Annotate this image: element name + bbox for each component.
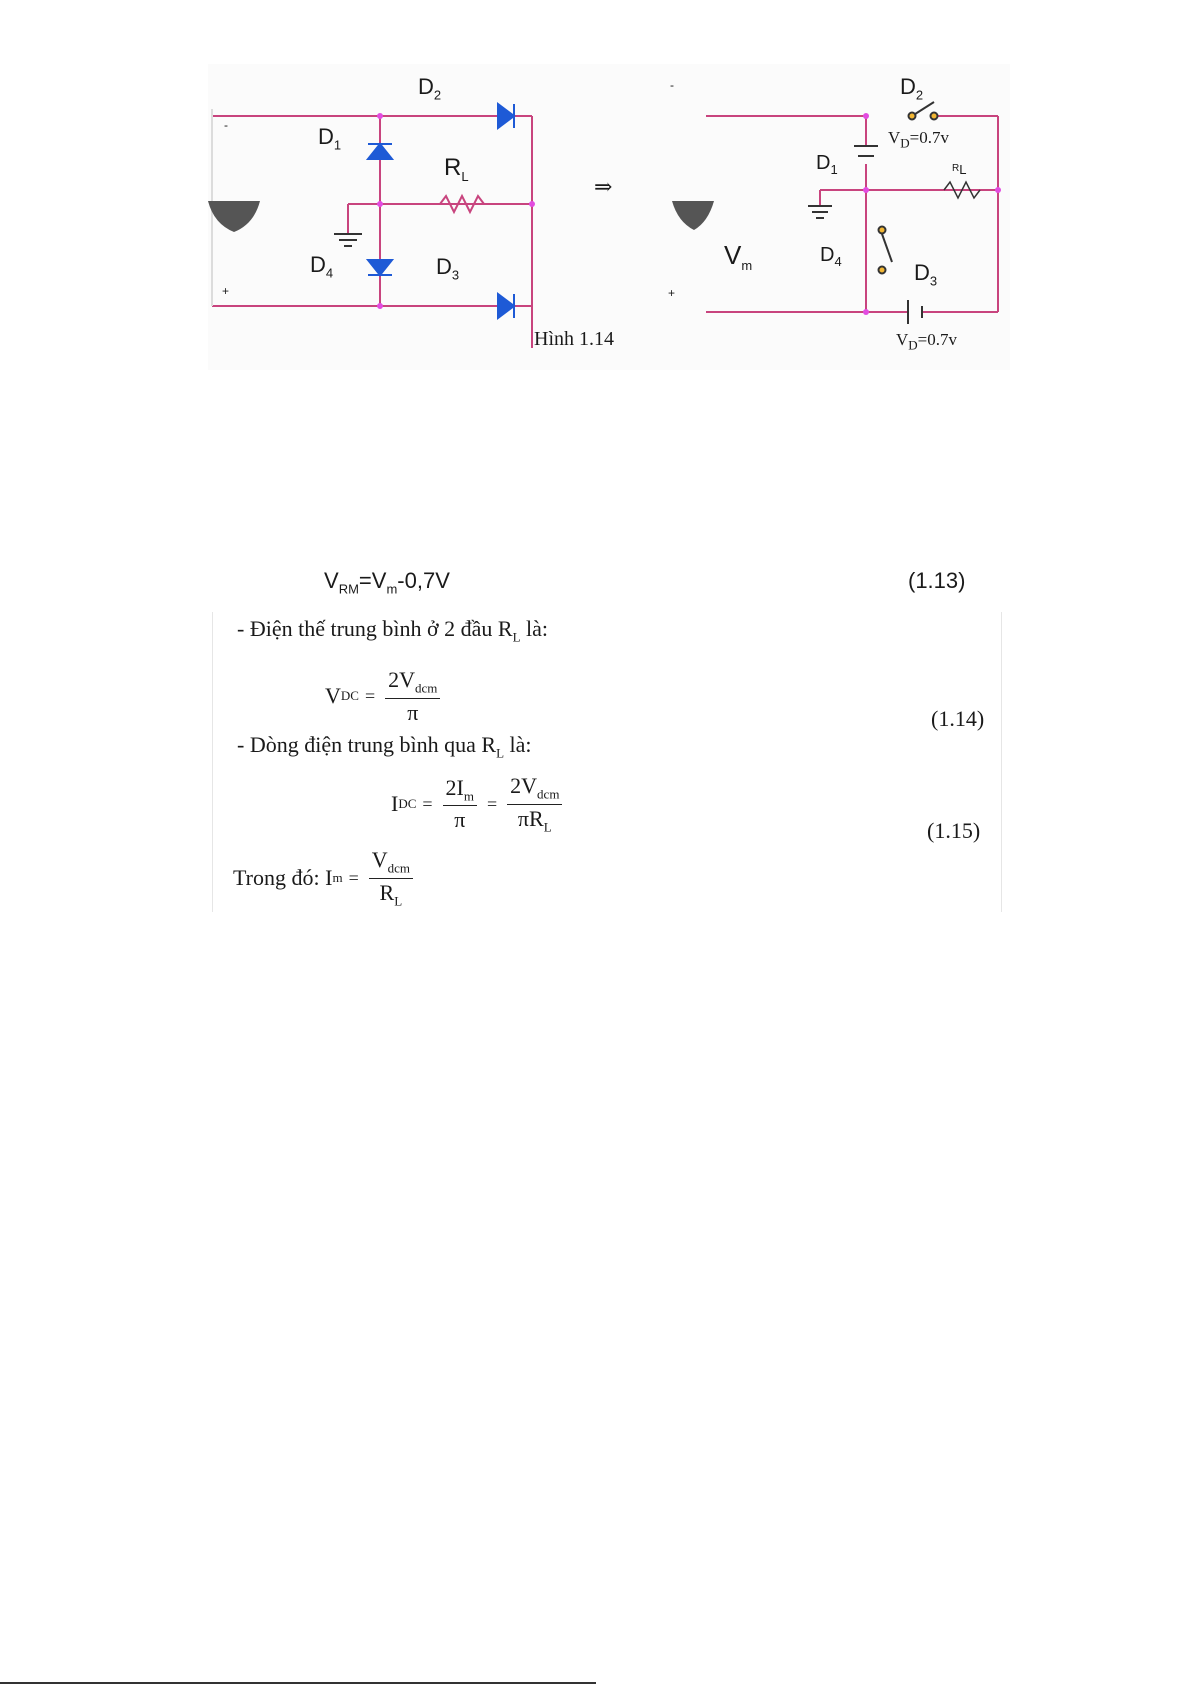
label-minus-right: - <box>670 78 674 92</box>
circuit-diagram <box>208 64 1010 370</box>
label-d1-right: $D_1$ <box>816 152 838 177</box>
equation-1-13: $V_{RM}=V_m-0,7V$ <box>324 568 450 597</box>
transform-arrow: ⇒ <box>594 174 613 199</box>
equation-number-1-14: (1.14) <box>931 706 985 731</box>
paragraph-vdc: - Điện thế trung bình ở 2 đầu $R_L$ là: <box>237 616 549 645</box>
figure-caption: Hình 1.14 <box>534 328 614 350</box>
label-d2-left: $D_2$ <box>418 74 442 103</box>
label-d2-right: $D_2$ <box>900 74 924 103</box>
equation-1-14: V DC = $\frac{2V_{dcm}}{\pi}$ <box>325 668 444 725</box>
label-rl-left: $R_L$ <box>444 154 469 184</box>
fraction-2vdcm: $\frac{2V_{dcm}}{\pi R_L}$ <box>507 774 562 834</box>
fraction-2im: $\frac{2I_m}{\pi}$ <box>443 776 477 833</box>
circuit-figure <box>208 64 1010 370</box>
label-d3-right: $D_3$ <box>914 260 938 289</box>
label-vd-bottom: $V_D=0.7v$ <box>896 330 958 353</box>
footnote-rule <box>0 1682 596 1684</box>
equation-block <box>212 612 1002 912</box>
equation-number-1-15: (1.15) <box>927 818 981 843</box>
paragraph-idc: - Dòng điện trung bình qua $R_L$ là: <box>237 732 532 761</box>
label-d3-left: $D_3$ <box>436 254 460 283</box>
label-plus-left: + <box>222 284 230 298</box>
label-vm: $V_m$ <box>724 240 753 274</box>
definition-im: Trong đó: I m = $\frac{V_{dcm}}{R_L}$ <box>233 848 417 908</box>
label-d4-right: $D_4$ <box>820 244 842 269</box>
fraction-vdc: $\frac{2V_{dcm}}{\pi}$ <box>385 668 440 725</box>
label-minus-left: - <box>224 118 228 132</box>
label-d1-left: $D_1$ <box>318 124 342 153</box>
label-d4-left: $D_4$ <box>310 252 334 281</box>
label-plus-right: + <box>668 286 676 300</box>
equation-1-15: I DC = $\frac{2I_m}{\pi}$ = $\frac{2V_{dcm}}{\pi R_L}$ <box>391 774 566 834</box>
label-rl-right: $R_L$ <box>952 162 967 177</box>
label-vd-top: $V_D=0.7v$ <box>888 128 950 151</box>
equation-number-1-13: (1.13) <box>908 568 966 593</box>
fraction-im: $\frac{V_{dcm}}{R_L}$ <box>369 848 413 908</box>
